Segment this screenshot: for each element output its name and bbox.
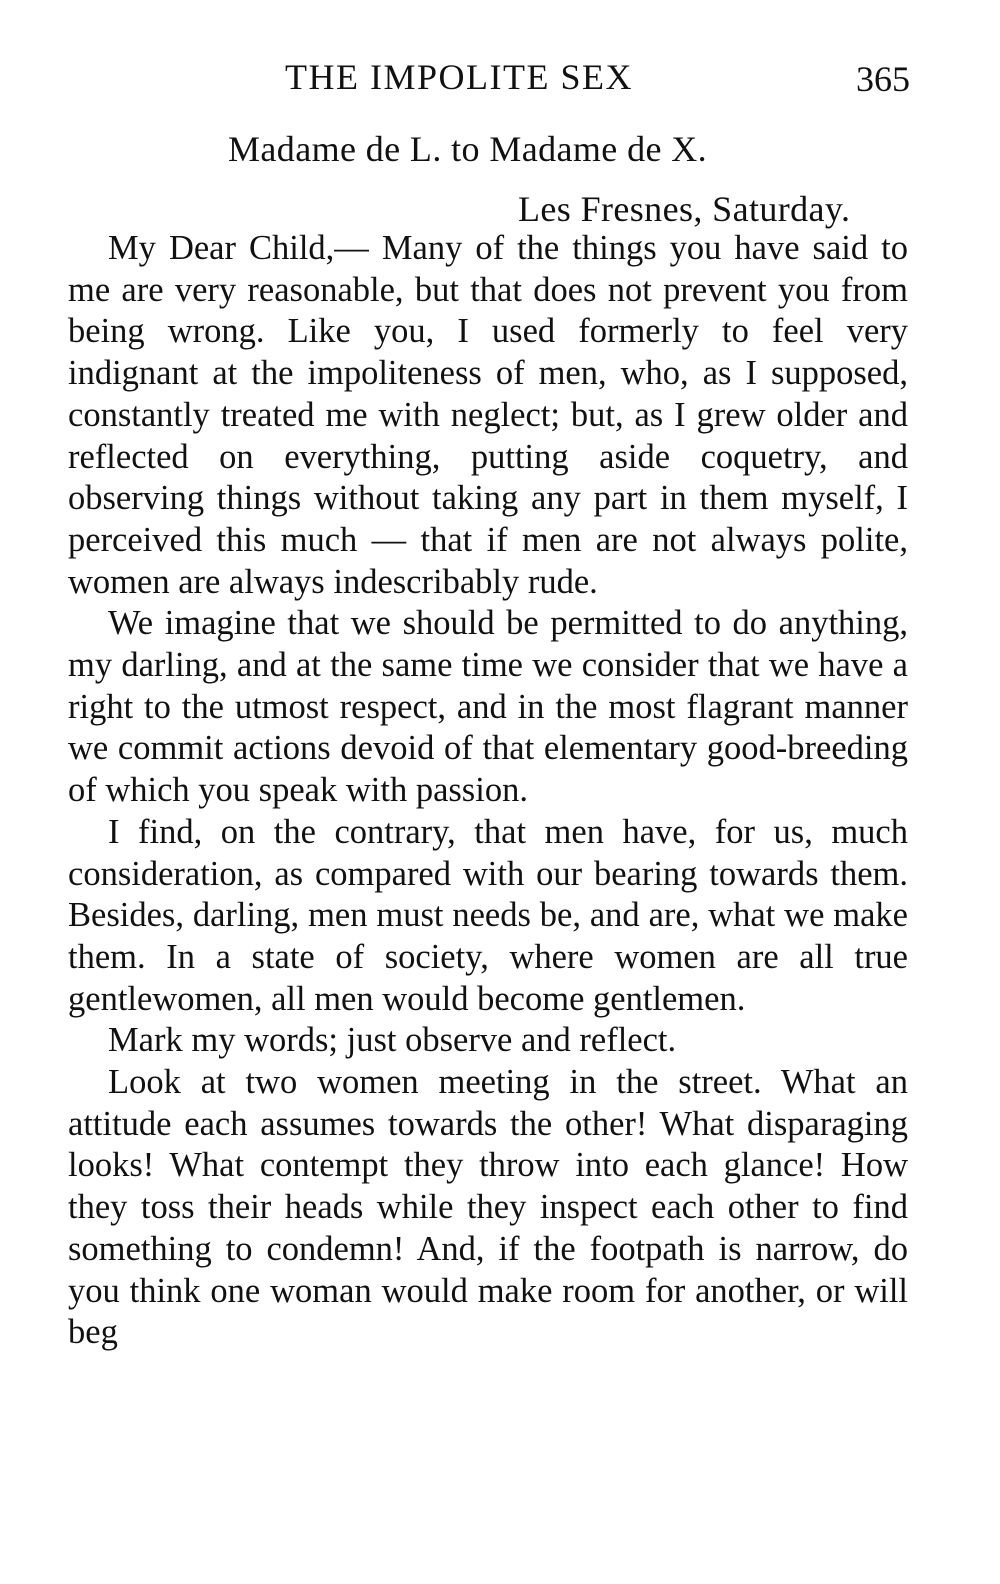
page-number: 365 <box>856 59 910 99</box>
letter-dateline: Les Fresnes, Saturday. <box>518 189 851 229</box>
letter-heading: Madame de L. to Madame de X. <box>228 129 708 169</box>
paragraph: Look at two women meeting in the street. What an attitude each assumes towards the other! What disparaging looks! What contempt they throw into each glance! How they toss their heads while they inspect each other to find something to condemn! And, if the footpath is narrow, do you think one woman would make room for another, or will beg <box>68 1063 908 1352</box>
running-title: THE IMPOLITE SEX <box>285 57 633 97</box>
paragraph: Mark my words; just observe and reflect. <box>108 1021 677 1060</box>
paragraph: We imagine that we should be permitted to do anything, my darling, and at the same time we consider that we have a right to the utmost respect, and in the most flagrant manner we commit actions devoid of that elementary good-breeding of which you speak with passion. <box>68 604 908 810</box>
paragraph: I find, on the contrary, that men have, for us, much consideration, as compared with our bearing towards them. Besides, darling, men must needs be, and are, what we make them. In a state of society, where women are all true gentlewomen, all men would become gentlemen. <box>68 812 908 1018</box>
paragraph: My Dear Child,— Many of the things you have said to me are very reasonable, but that does not prevent you from being wrong. Like you, I used formerly to feel very indignant at the impoliteness of men, who, as I supposed, constantly treated me with neglect; but, as I grew older and reflected on everything, putting aside coquetry, and observing things without taking any part in them myself, I perceived this much — that if men are not always polite, women are always indescribably rude. <box>68 229 908 601</box>
body-text <box>68 228 908 1354</box>
running-header <box>60 56 910 100</box>
